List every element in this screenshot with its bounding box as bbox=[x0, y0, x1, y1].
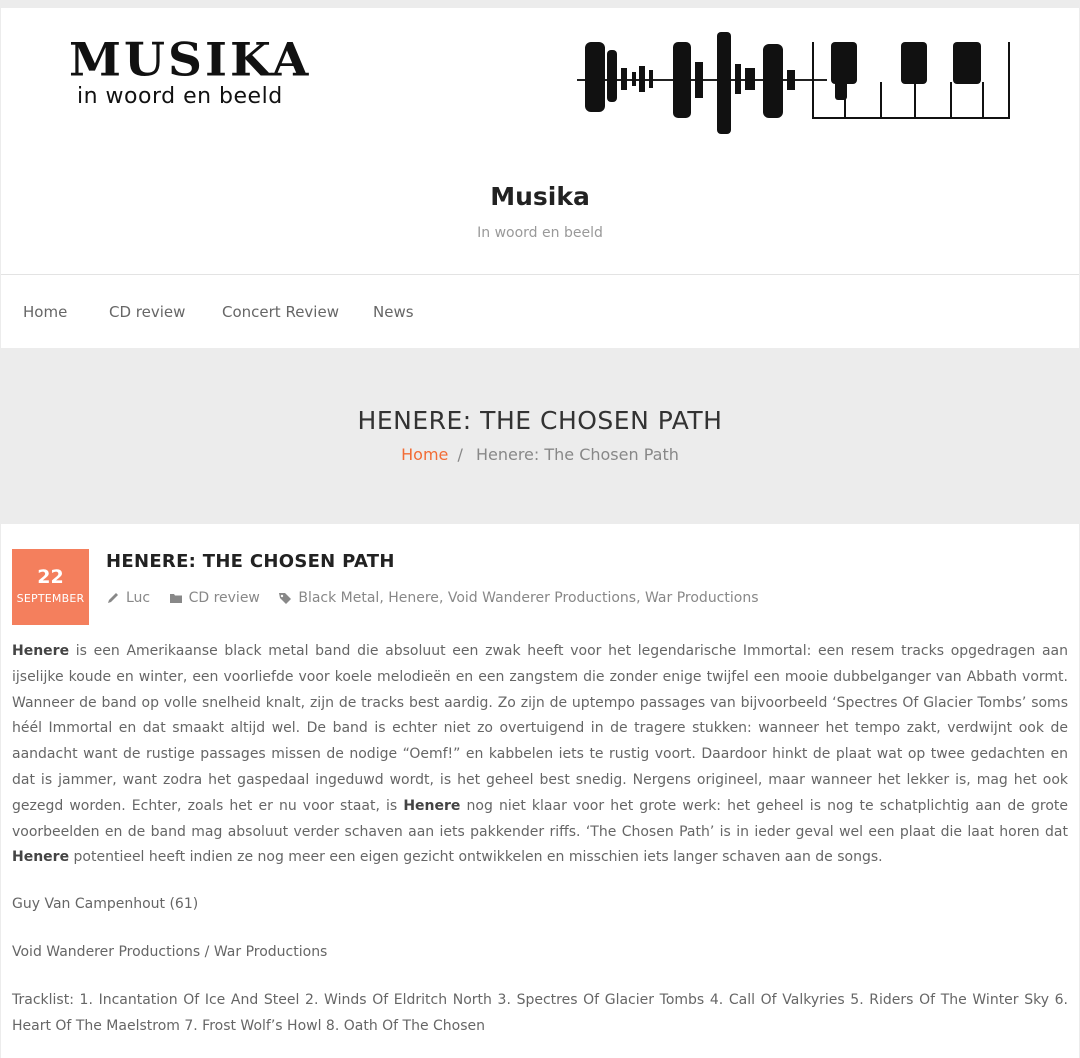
post-body-text: is een Amerikaanse black metal band die absoluut een zwak heeft voor het legendarische Immortal: een resem tracks opgedragen aan ijselijke koude en winter, een voorliefde voor koele melodieën en een zangstem die zonder enige twijfel een mooie dubbelganger van Abbath vormt. Wanneer de band op volle snelheid knalt, zijn de tracks best aardig. Zo zijn de uptempo passages van bijvoorbeeld ‘Spectres Of Glacier Tombs’ soms héél Immortal en dat smaakt altijd wel. De band is echter niet zo overtuigend in de tragere stukken: wanneer het tempo zakt, verdwijnt ook de aandacht want de rustige passages missen de nodige “Oemf!” en kabbelen iets te rustig voort. Daardoor hinkt de plaat wat op twee gedachten en dat is jammer, want zodra het gaspedaal ingeduwd wordt, is het geheel best snedig. Nergens origineel, maar wanneer het lekker is, mag het ook gezegd worden. Echter, zoals het er nu voor staat, is bbox=[12, 643, 1068, 814]
site-title[interactable]: Musika bbox=[490, 182, 590, 211]
tag-link[interactable]: Void Wanderer Productions bbox=[447, 590, 637, 606]
label-line: Void Wanderer Productions / War Productions bbox=[12, 944, 328, 960]
logo-title: MUSIKA bbox=[69, 33, 312, 88]
tag-link[interactable]: Black Metal bbox=[298, 590, 380, 606]
site-description: In woord en beeld bbox=[477, 225, 603, 241]
page-title: HENERE: THE CHOSEN PATH bbox=[357, 406, 723, 435]
post-title[interactable]: HENERE: THE CHOSEN PATH bbox=[106, 551, 395, 572]
breadcrumb-current: Henere: The Chosen Path bbox=[475, 445, 679, 464]
post-meta bbox=[106, 590, 759, 606]
post-body bbox=[12, 639, 1068, 871]
tag-separator: , bbox=[379, 590, 384, 606]
tag-icon bbox=[278, 591, 292, 605]
tracklist: Tracklist: 1. Incantation Of Ice And Steel 2. Winds Of Eldritch North 3. Spectres Of Glacier Tombs 4. Call Of Valkyries 5. Riders Of The Winter Sky 6. Heart Of The Maelstrom 7. Frost Wolf’s Howl 8. Oath Of The Chosen bbox=[12, 992, 1068, 1034]
post-author[interactable]: Luc bbox=[126, 590, 151, 606]
main-nav bbox=[1, 274, 1079, 348]
nav-item-news[interactable]: News bbox=[373, 303, 414, 321]
reviewer-line: Guy Van Campenhout (61) bbox=[12, 896, 199, 912]
band-name: Henere bbox=[403, 797, 461, 814]
nav-item-concert-review[interactable]: Concert Review bbox=[222, 303, 339, 321]
tag-separator: , bbox=[438, 590, 444, 606]
pencil-icon bbox=[106, 591, 120, 605]
post-body-text: potentieel heeft indien ze nog meer een eigen gezicht ontwikkelen en misschien iets langer schaven aan de songs. bbox=[69, 849, 883, 866]
sound-wave-piano-graphic bbox=[577, 22, 1013, 140]
post-body-text: nog niet klaar voor het grote werk: het geheel is nog te schatplichtig aan de grote voorbeelden en de band mag absoluut verder schaven aan iets pakkender riffs. ‘The Chosen Path’ is in ieder geval wel een plaat die laat horen dat bbox=[12, 797, 1068, 840]
breadcrumb-home[interactable]: Home bbox=[401, 445, 449, 464]
nav-item-home[interactable]: Home bbox=[23, 303, 68, 321]
top-strip bbox=[0, 0, 1080, 8]
band-name: Henere bbox=[12, 643, 70, 659]
site-logo[interactable] bbox=[69, 33, 349, 110]
post-date-month: SEPTEMBER bbox=[16, 592, 85, 605]
post-date-day: 22 bbox=[37, 566, 64, 588]
tag-separator: , bbox=[636, 590, 641, 606]
band-name: Henere bbox=[12, 849, 70, 866]
breadcrumb bbox=[1, 445, 1079, 464]
post-category[interactable]: CD review bbox=[188, 590, 260, 606]
breadcrumb-separator: / bbox=[457, 445, 463, 464]
post-date-badge bbox=[12, 549, 89, 625]
header-banner bbox=[1, 8, 1079, 274]
tag-link[interactable]: War Productions bbox=[644, 590, 759, 606]
logo-tagline: in woord en beeld bbox=[77, 84, 283, 109]
nav-item-cd-review[interactable]: CD review bbox=[109, 303, 186, 321]
page-header bbox=[1, 348, 1079, 524]
page bbox=[1, 8, 1079, 1058]
folder-icon bbox=[169, 591, 183, 605]
tag-link[interactable]: Henere bbox=[388, 590, 439, 606]
